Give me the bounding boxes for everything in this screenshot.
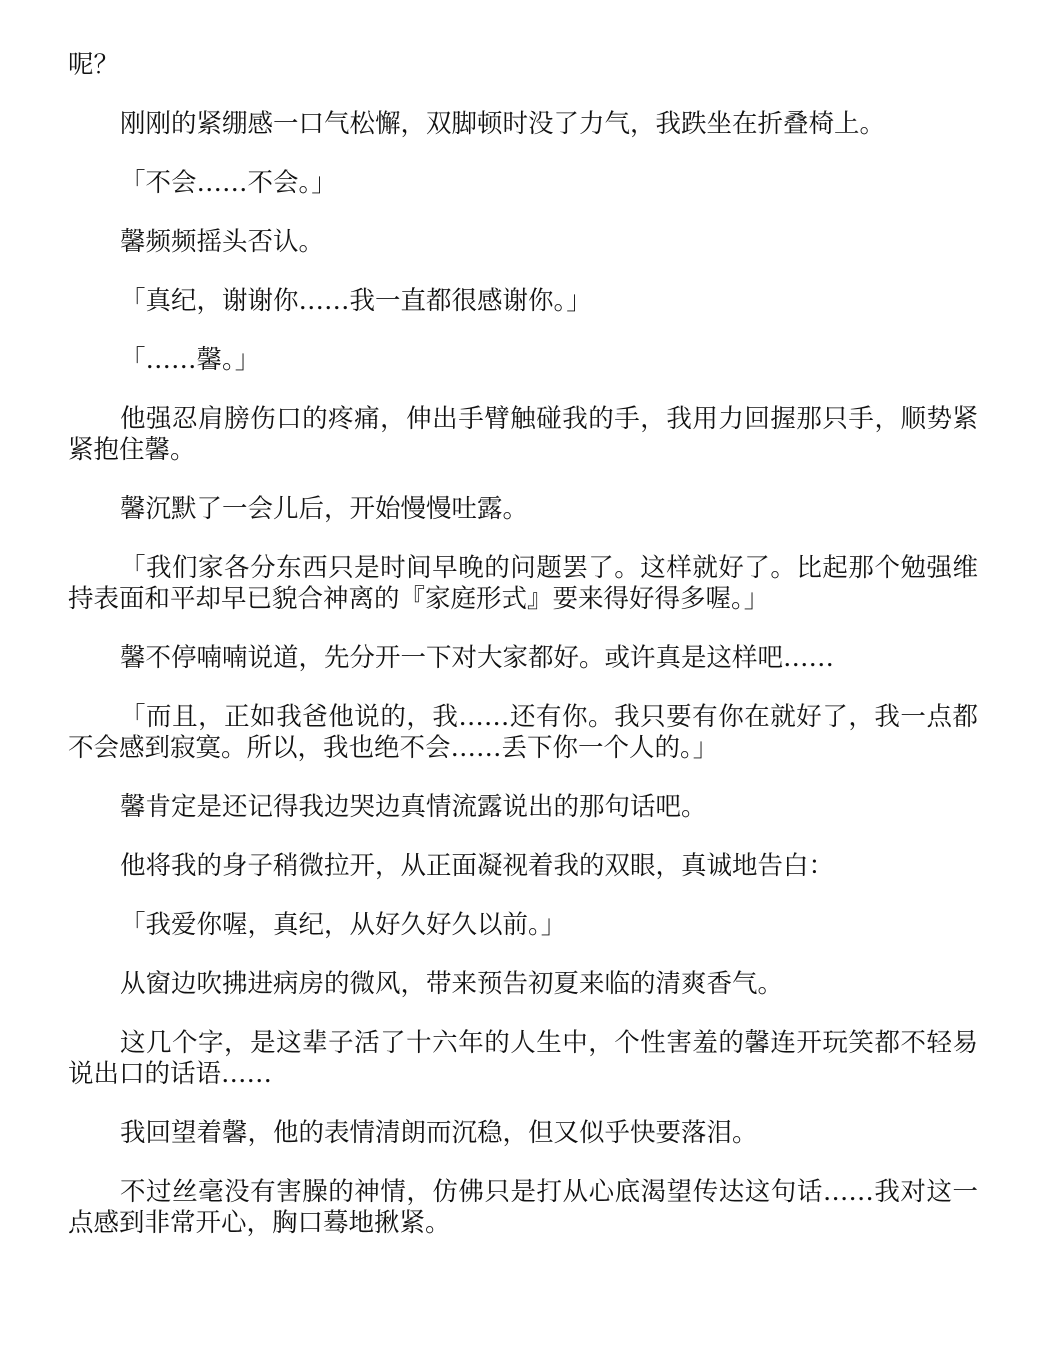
document-page — [68, 50, 978, 1267]
paragraph: 他将我的身子稍微拉开，从正面凝视着我的双眼，真诚地告白： — [120, 851, 835, 881]
paragraph: 从窗边吹拂进病房的微风，带来预告初夏来临的清爽香气。 — [120, 969, 784, 999]
dialogue-paragraph: 「……馨。」 — [120, 345, 261, 375]
paragraph: 我回望着馨，他的表情清朗而沉稳，但又似乎快要落泪。 — [120, 1118, 758, 1148]
dialogue-paragraph: 「我爱你喔，真纪，从好久好久以前。」 — [120, 910, 567, 940]
paragraph: 馨频频摇头否认。 — [120, 227, 325, 257]
paragraph: 馨沉默了一会儿后，开始慢慢吐露。 — [120, 494, 529, 524]
dialogue-paragraph: 「我们家各分东西只是时间早晚的问题罢了。这样就好了。比起那个勉强维持表面和平却早已貌合神离的『家庭形式』要来得好得多喔。」 — [68, 553, 978, 614]
dialogue-paragraph: 「不会……不会。」 — [120, 168, 337, 198]
dialogue-paragraph: 「真纪，谢谢你……我一直都很感谢你。」 — [120, 286, 592, 316]
paragraph-continuation: 呢？ — [68, 50, 120, 80]
paragraph: 不过丝毫没有害臊的神情，仿佛只是打从心底渴望传达这句话……我对这一点感到非常开心，胸口蓦地揪紧。 — [68, 1177, 978, 1238]
dialogue-paragraph: 「而且，正如我爸他说的，我……还有你。我只要有你在就好了，我一点都不会感到寂寞。所以，我也绝不会……丢下你一个人的。」 — [68, 702, 978, 763]
paragraph: 馨肯定是还记得我边哭边真情流露说出的那句话吧。 — [120, 792, 707, 822]
paragraph: 他强忍肩膀伤口的疼痛，伸出手臂触碰我的手，我用力回握那只手，顺势紧紧抱住馨。 — [68, 404, 978, 465]
paragraph: 这几个字，是这辈子活了十六年的人生中，个性害羞的馨连开玩笑都不轻易说出口的话语…… — [68, 1028, 978, 1089]
paragraph: 刚刚的紧绷感一口气松懈，双脚顿时没了力气，我跌坐在折叠椅上。 — [120, 109, 886, 139]
paragraph: 馨不停喃喃说道，先分开一下对大家都好。或许真是这样吧…… — [120, 643, 835, 673]
